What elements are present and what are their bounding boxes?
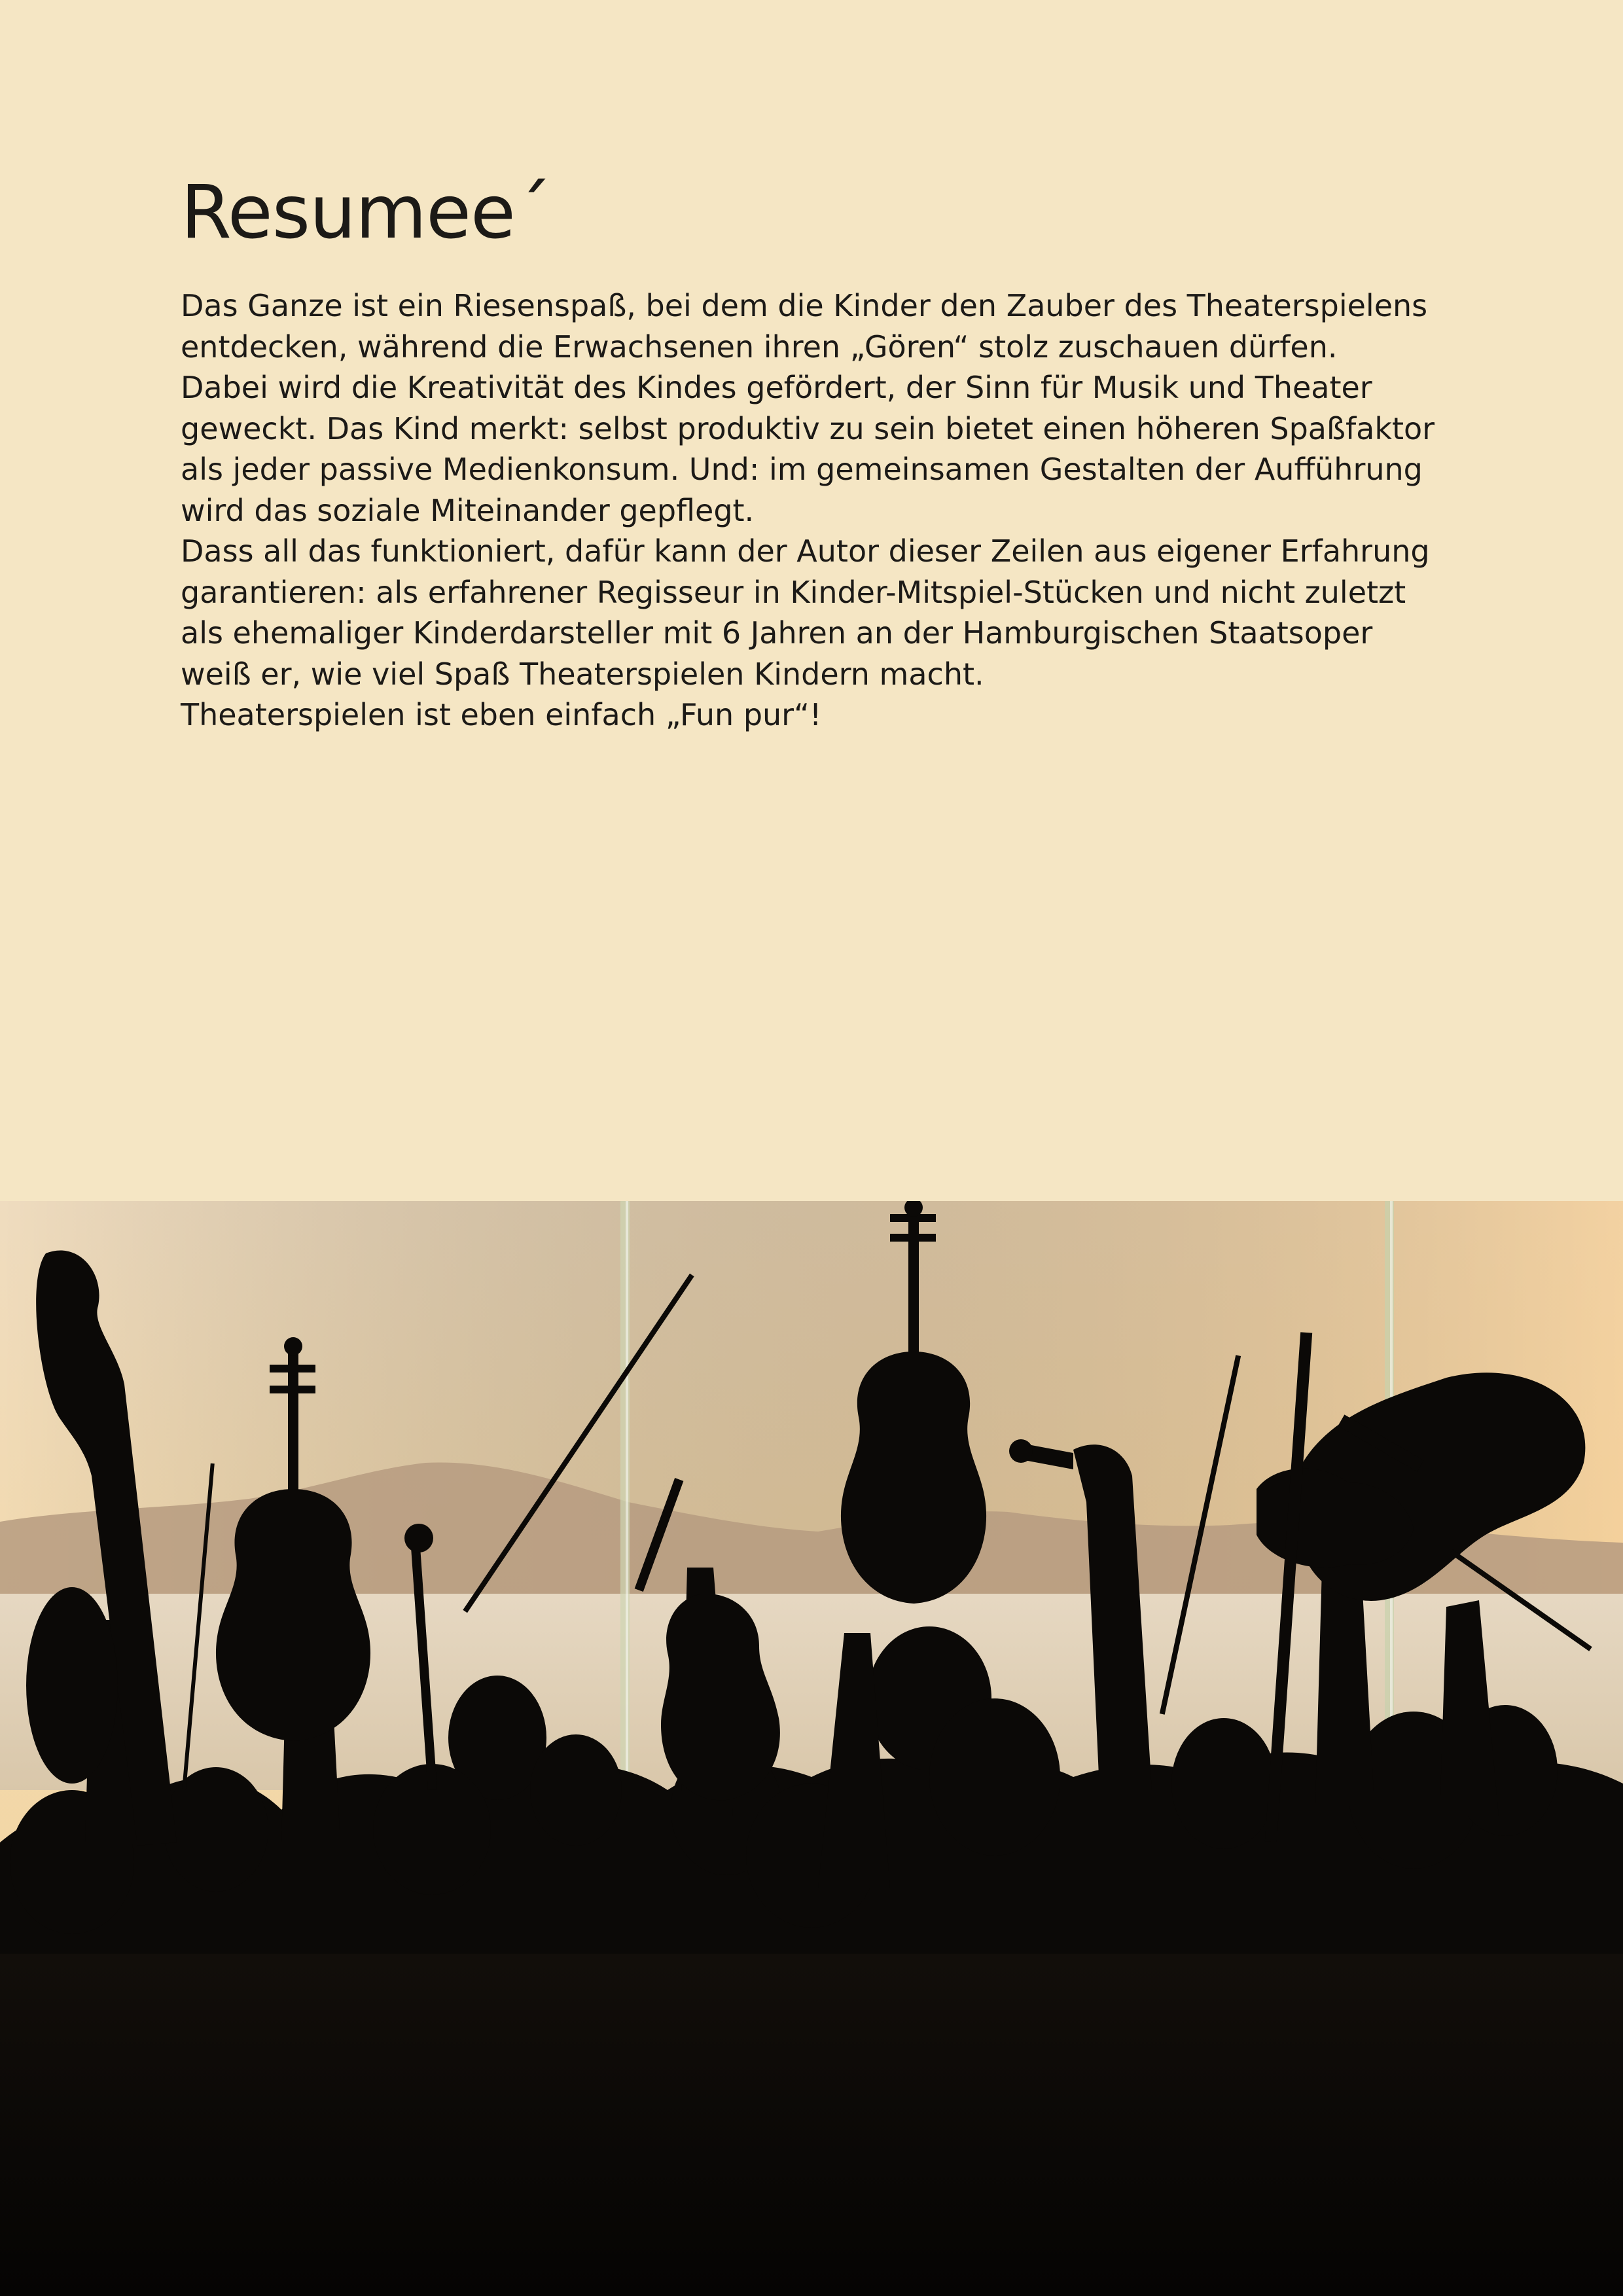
text-line: Dabei wird die Kreativität des Kindes gefördert, der Sinn für Musik und Theater [181, 370, 1372, 405]
orchestra-silhouette-photo [0, 1201, 1623, 2296]
text-line: Theaterspielen ist eben einfach „Fun pur“! [181, 697, 822, 732]
page-title: Resumee´ [181, 170, 551, 255]
text-line: geweckt. Das Kind merkt: selbst produktiv zu sein bietet einen höheren Spaßfaktor [181, 410, 1435, 446]
text-line: garantieren: als erfahrener Regisseur in Kinder-Mitspiel-Stücken und nicht zuletzt [181, 574, 1406, 610]
text-line: als ehemaliger Kinderdarsteller mit 6 Jahren an der Hamburgischen Staatsoper [181, 615, 1373, 651]
text-line: wird das soziale Miteinander gepflegt. [181, 492, 755, 528]
text-line: Das Ganze ist ein Riesenspaß, bei dem die Kinder den Zauber des Theaterspielens [181, 288, 1428, 323]
photo-illustration [0, 1201, 1623, 2296]
text-line: entdecken, während die Erwachsenen ihren „Gören“ stolz zuschauen dürfen. [181, 329, 1338, 365]
body-text [181, 285, 1516, 736]
text-line: Dass all das funktioniert, dafür kann der Autor dieser Zeilen aus eigener Erfahrung [181, 533, 1430, 569]
text-line: als jeder passive Medienkonsum. Und: im gemeinsamen Gestalten der Aufführung [181, 452, 1423, 487]
text-line: weiß er, wie viel Spaß Theaterspielen Kindern macht. [181, 656, 984, 692]
